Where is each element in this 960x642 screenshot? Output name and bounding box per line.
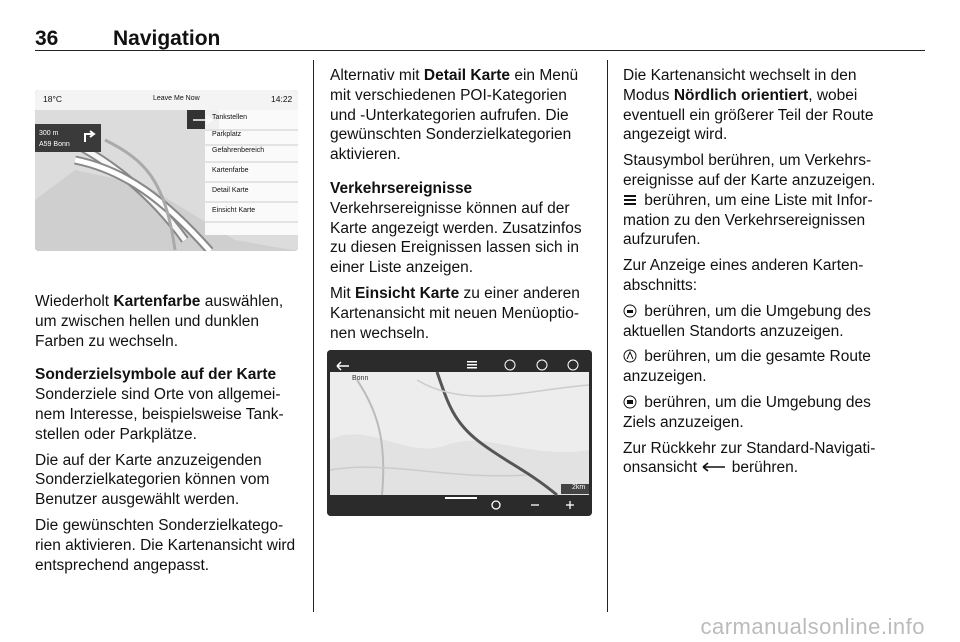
flag-icon xyxy=(623,395,637,409)
page-number: 36 xyxy=(35,27,59,50)
list-icon xyxy=(623,193,637,207)
clock: 14:22 xyxy=(271,94,293,104)
menu-item-tankstellen[interactable]: Tankstellen xyxy=(212,114,248,121)
map-menu xyxy=(212,114,264,227)
car-icon xyxy=(623,304,637,318)
back-arrow-icon xyxy=(701,461,727,473)
map-screenshot-overview xyxy=(327,350,592,516)
paragraph: Die auf der Karte anzuzeigenden Sonderzielkategorien können vom Benutzer ausgewählt werden. xyxy=(35,451,270,509)
map-scale: 2km xyxy=(572,484,586,491)
section-heading: Verkehrsereignisse xyxy=(330,179,473,197)
paragraph: Wiederholt Kartenfarbe auswählen, um zwischen hellen und dunklen Farben zu wechseln. xyxy=(35,293,284,350)
menu-item-gefahrenbereich[interactable]: Gefahrenbereich xyxy=(212,147,265,154)
middle-column xyxy=(330,66,592,349)
paragraph: berühren, um die Umgebung des Ziels anzuzeigen. xyxy=(623,393,871,431)
paragraph: Zur Anzeige eines anderen Karten‑ abschnitts: xyxy=(623,257,864,294)
column-divider-1 xyxy=(313,60,314,612)
route-icon xyxy=(623,349,637,363)
paragraph: Die gewünschten Sonderzielkatego‑ rien aktivieren. Die Kartenansicht wird entsprechend angepasst. xyxy=(35,516,296,574)
section: Sonderzielsymbole auf der Karte Sonderziele sind Orte von allgemei‑ nem Interesse, beispielsweise Tank‑ stellen oder Parkplätze. xyxy=(35,365,297,444)
paragraph: Stausymbol berühren, um Verkehrs‑ ereignisse auf der Karte anzuzeigen. berühren, um eine Liste mit Infor‑ mation zu den Verkehrsereignissen aufzurufen. xyxy=(623,152,876,249)
section: Verkehrsereignisse Verkehrsereignisse können auf der Karte angezeigt werden. Zusatzinfos zu diesen Ereignissen lassen sich in einer Liste anzeigen. xyxy=(330,179,592,278)
header-rule xyxy=(35,50,925,51)
menu-item-einsicht-karte[interactable]: Einsicht Karte xyxy=(212,207,256,214)
section-heading: Sonderzielsymbole auf der Karte xyxy=(35,366,277,384)
map-screenshot-color: 18°C Leave Me Now 14:22 300 m A59 Bonn Tankstellen Parkplatz Gefahrenbereich Kartenfarbe Detail Karte Einsicht Karte xyxy=(35,90,298,251)
temperature: 18 xyxy=(43,94,53,104)
right-column xyxy=(623,66,888,484)
page-title: Navigation xyxy=(113,27,221,50)
menu-item-parkplatz[interactable]: Parkplatz xyxy=(212,131,242,138)
paragraph: berühren, um die Umgebung des aktuellen Standorts anzuzeigen. xyxy=(623,302,871,340)
column-divider-2 xyxy=(607,60,608,612)
paragraph: Die Kartenansicht wechselt in den Modus Nördlich orientiert, wobei eventuell ein größerer Teil der Route angezeigt wird. xyxy=(623,67,874,144)
menu-item-kartenfarbe[interactable]: Kartenfarbe xyxy=(212,167,249,174)
paragraph: Mit Einsicht Karte zu einer anderen Kartenansicht mit neuen Menüoptio‑ nen wechseln. xyxy=(330,284,580,342)
menu-item-detail-karte[interactable]: Detail Karte xyxy=(212,187,249,194)
page-header xyxy=(35,0,925,52)
now-playing: Leave Me Now xyxy=(153,95,200,102)
left-column xyxy=(35,292,297,581)
watermark: carmanualsonline.info xyxy=(700,614,925,639)
paragraph: Alternativ mit Detail Karte ein Menü mit verschiedenen POI-Kategorien und -Unterkategorien aufrufen. Die gewünschten Sonderzielkategorien aktivieren. xyxy=(330,67,579,164)
map-city-label: Bonn xyxy=(352,375,369,382)
turn-info: 300 m A59 Bonn xyxy=(39,130,70,148)
paragraph: berühren, um die gesamte Route anzuzeigen. xyxy=(623,348,871,386)
paragraph: Zur Rückkehr zur Standard-Navigati‑ onsansicht berühren. xyxy=(623,439,876,477)
